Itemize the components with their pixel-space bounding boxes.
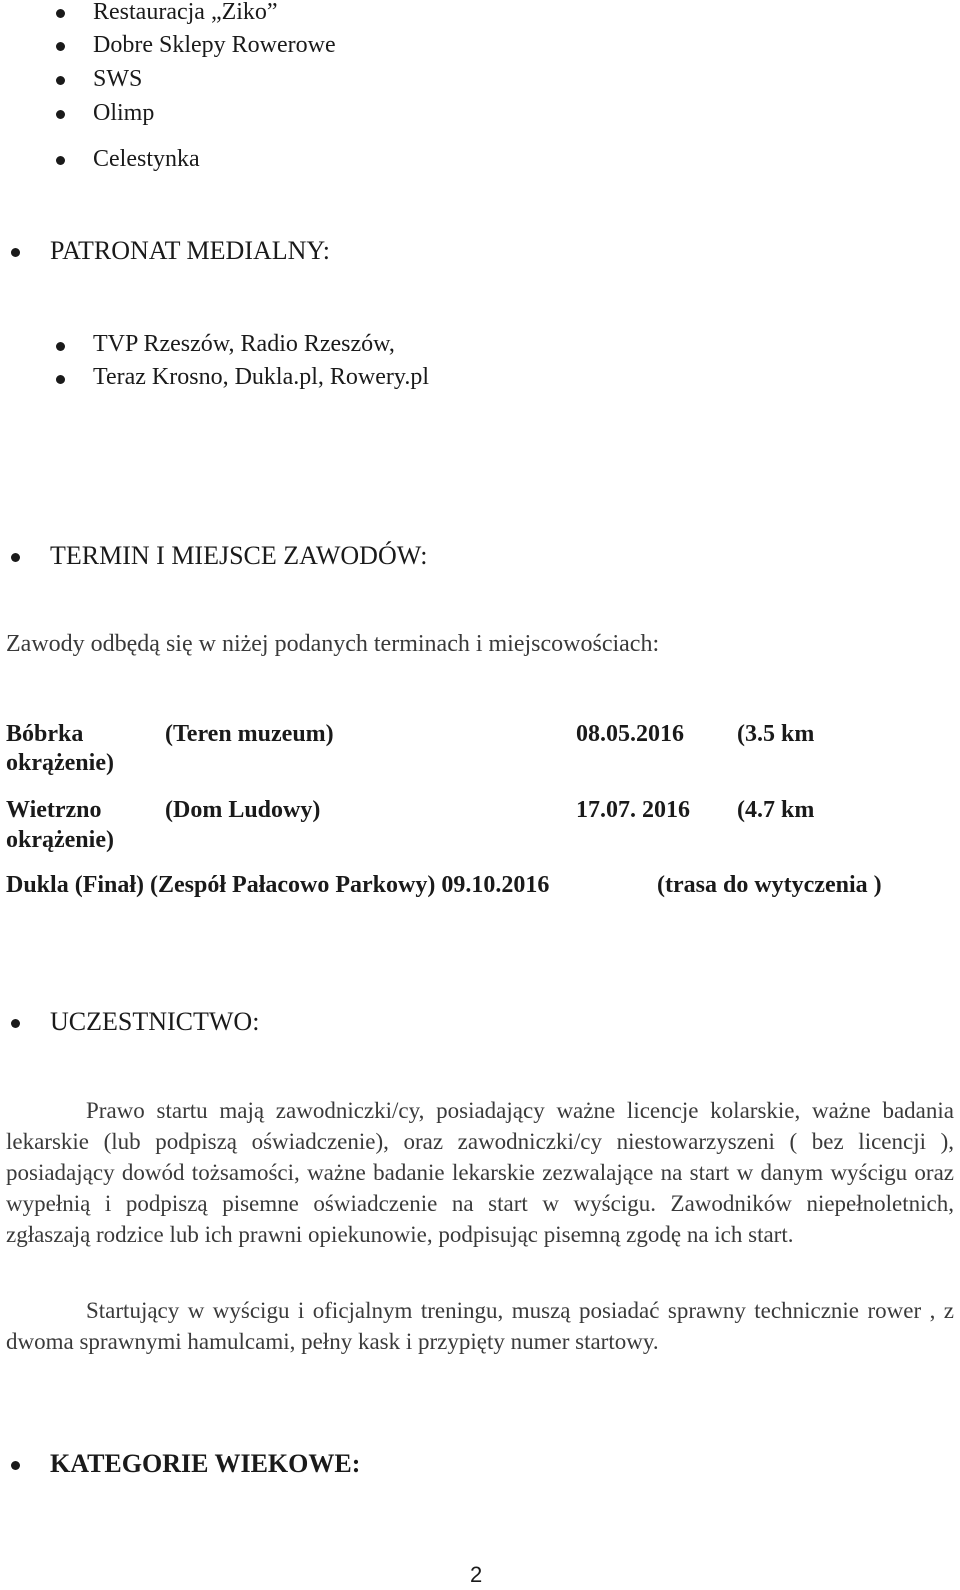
section-heading-patronat: PATRONAT MEDIALNY: (50, 236, 331, 265)
termin-intro: Zawody odbędą się w niżej podanych terminach i miejscowościach: (6, 631, 660, 657)
list-item-sponsor: Dobre Sklepy Rowerowe (93, 32, 336, 58)
bullet (56, 110, 65, 119)
bullet (56, 156, 65, 165)
section-heading-uczestnictwo: UCZESTNICTWO: (50, 1007, 260, 1036)
list-item-media: Teraz Krosno, Dukla.pl, Rowery.pl (93, 364, 430, 390)
section-bullet (11, 248, 20, 257)
event-place: Wietrzno (6, 797, 102, 823)
list-item-sponsor: Olimp (93, 100, 155, 126)
paragraph-text: Prawo startu mają zawodniczki/cy, posiadający ważne licencje kolarskie, ważne badania lekarskie (lub podpiszą oświadczenie), oraz zawodniczki/cy niestowarzyszeni ( bez licencji ), posiadający dowód tożsamości, ważne badanie lekarskie zezwalające na start w danym wyścigu oraz wypełnią i podpiszą pisemne oświadczenie na start w wyścigu. Zawodników niepełnoletnich, zgłaszają rodzice lub ich prawni opiekunowie, podpisując pisemną zgodę na ich start. (6, 1098, 954, 1247)
paragraph-uczestnictwo-1 (6, 1095, 954, 1250)
event-venue: (Teren muzeum) (165, 721, 334, 747)
event-final: Dukla (Finał) (Zespół Pałacowo Parkowy) 09.10.2016 (6, 872, 550, 898)
event-final-info: (trasa do wytyczenia ) (657, 872, 882, 898)
section-bullet (11, 553, 20, 562)
section-heading-kategorie: KATEGORIE WIEKOWE: (50, 1449, 361, 1478)
page-number: 2 (470, 1562, 483, 1587)
paragraph-uczestnictwo-2 (6, 1295, 954, 1357)
event-lap-info-wrap: okrążenie) (6, 827, 114, 853)
event-lap-info: (3.5 km (737, 721, 815, 747)
event-venue: (Dom Ludowy) (165, 797, 321, 823)
event-date: 17.07. 2016 (576, 797, 690, 823)
bullet (56, 9, 65, 18)
list-item-sponsor: SWS (93, 66, 143, 92)
bullet (56, 342, 65, 351)
bullet (56, 76, 65, 85)
event-place: Bóbrka (6, 721, 84, 747)
list-item-sponsor: Celestynka (93, 146, 200, 172)
list-item-media: TVP Rzeszów, Radio Rzeszów, (93, 331, 395, 357)
event-date: 08.05.2016 (576, 721, 684, 747)
list-item-sponsor: Restauracja „Ziko” (93, 0, 278, 25)
section-bullet (11, 1019, 20, 1028)
section-heading-termin: TERMIN I MIEJSCE ZAWODÓW: (50, 541, 428, 570)
event-lap-info-wrap: okrążenie) (6, 750, 114, 776)
event-lap-info: (4.7 km (737, 797, 815, 823)
bullet (56, 375, 65, 384)
section-bullet (11, 1461, 20, 1470)
paragraph-text: Startujący w wyścigu i oficjalnym treningu, muszą posiadać sprawny technicznie rower , z dwoma sprawnymi hamulcami, pełny kask i przypięty numer startowy. (6, 1298, 954, 1354)
bullet (56, 42, 65, 51)
